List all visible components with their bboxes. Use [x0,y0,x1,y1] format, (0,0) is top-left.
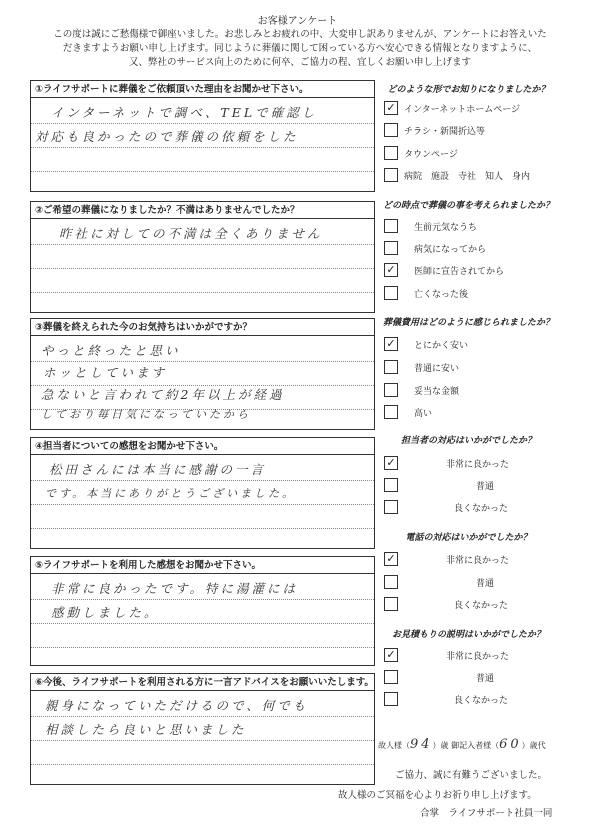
requester-age-label: 御記入者様（ [451,741,500,750]
checkbox[interactable] [384,286,398,300]
q3-answer-line: ホッとしています [43,365,168,380]
option-label: 普通に安い [414,364,460,374]
checkbox[interactable] [384,692,398,706]
checkbox[interactable] [384,670,398,684]
q4-box [30,437,375,549]
option-label: 普通 [476,579,495,589]
checkbox[interactable] [384,146,398,160]
option-label: 亡くなった後 [414,290,469,300]
q4-title: ④担当者についての感想をお聞かせ下さい。 [31,438,374,455]
q2-box [30,201,375,313]
option-label: タウンページ [404,150,458,160]
option-label: 良くなかった [454,601,509,611]
checkbox[interactable] [384,478,398,492]
checkbox[interactable]: ✓ [384,648,398,662]
option-label: 非常に良かった [446,556,510,566]
option-label: 高い [414,409,433,419]
q1-title: ①ライフサポートに葬儀をご依頼頂いた理由をお聞かせ下さい。 [31,81,374,98]
q4-answer-line: です。本当にありがとうございました。 [45,487,297,500]
option-label: 非常に良かった [446,460,510,470]
q3-box [30,318,375,430]
checkbox[interactable] [384,123,398,137]
q6-answer-line: 相談したら良いと思いました [45,722,247,737]
checkbox[interactable]: ✓ [384,552,398,566]
checkbox[interactable]: ✓ [384,101,398,115]
q6-answer-line: 親身になっていただけるので、何でも [45,698,309,713]
checkbox[interactable]: ✓ [384,263,398,277]
option-label: 医師に宣告されてから [414,267,505,277]
option-label: 非常に良かった [446,652,510,662]
checkbox[interactable] [384,500,398,514]
checkbox[interactable] [384,219,398,233]
rq1-title: どのような形でお知りになりましたか？ [387,85,550,95]
requester-age-unit: ）歳代 [521,741,546,750]
rq3-title: 葬儀費用はどのように感じられましたか？ [382,318,554,328]
intro-line: 又、弊社のサービス向上のために何卒、ご協力の程、宜しくお願い申し上げます [128,57,471,68]
checkbox[interactable] [384,241,398,255]
option-label: 病院 施設 寺社 知人 身内 [404,172,531,182]
q3-answer-line: しており毎日気になっていたから [41,408,251,421]
q6-box [30,673,375,785]
checkbox[interactable] [384,383,398,397]
q6-title: ⑥今後、ライフサポートを利用される方に一言アドバイスをお願いいたします。 [31,674,374,691]
deceased-age-value: 94 [410,737,433,752]
checkbox[interactable] [384,168,398,182]
q3-title: ③葬儀を終えられた今のお気持ちはいかがですか？ [31,319,374,336]
q2-title: ②ご希望の葬儀になりましたか？不満はありませんでしたか？ [31,202,374,219]
rq4-title: 担当者の対応はいかがでしたか？ [400,436,536,446]
option-label: 生前元気なうち [414,223,478,233]
q2-answer-line: 昨社に対しての不満は全くありません [59,226,323,241]
checkbox[interactable]: ✓ [384,337,398,351]
age-line [378,737,546,752]
page-title: お客様アンケート [257,16,338,27]
rq5-title: 電話の対応はいかがでしたか？ [405,533,532,543]
checkbox[interactable] [384,405,398,419]
q1-answer-line: インターネットで調べ、TELで確認し [51,105,318,120]
intro-text [20,28,580,70]
option-label: とにかく安い [414,341,469,351]
footer-prayer: 故人様のご冥福を心よりお祈り申し上げます。 [338,790,537,801]
intro-line: だきますようお願い申し上げます。同じように葬儀に関して困っている方へ安心できる情報となりますように、 [62,43,538,54]
option-label: 良くなかった [454,504,509,514]
option-label: 普通 [476,482,495,492]
option-label: 良くなかった [454,696,509,706]
option-label: インターネットホームページ [404,105,521,115]
footer-thanks: ご協力、誠に有難うございました。 [395,770,548,781]
intro-line: この度は誠にご愁傷様で御座いました。お悲しみとお疲れの中、大変申し訳ありませんが、アンケートにお答えいた [53,29,547,40]
checkbox[interactable] [384,597,398,611]
checkbox[interactable] [384,575,398,589]
q5-answer-line: 感動しました。 [51,605,160,620]
q5-box [30,556,375,666]
q3-answer-line: やっと終ったと思い [41,343,181,358]
rq2-title: どの時点で葬儀の事を考えられましたか？ [382,201,554,211]
rq6-title: お見積もりの説明はいかがでしたか？ [391,630,545,640]
option-label: 病気になってから [414,245,487,255]
option-label: 妥当な金額 [414,387,460,397]
checkbox[interactable] [384,360,398,374]
q1-box [30,80,375,192]
deceased-age-unit: ）歳 [432,741,449,750]
requester-age-value: 60 [499,737,522,752]
option-label: チラシ・新聞折込等 [404,127,486,137]
footer-signature: 合掌 ライフサポート社員一同 [420,808,553,819]
deceased-age-label: 故人様（ [378,741,410,750]
q5-answer-line: 非常に良かったです。特に湯灌には [51,581,299,596]
q1-answer-line: 対応も良かったので葬儀の依頼をした [35,129,299,144]
option-label: 普通 [476,674,495,684]
q5-title: ⑤ライフサポートを利用した感想をお聞かせ下さい。 [31,557,374,574]
q3-answer-line: 急ないと言われて約2年以上が経過 [41,387,285,402]
q4-answer-line: 松田さんには本当に感謝の一言 [49,462,267,477]
checkbox[interactable]: ✓ [384,456,398,470]
